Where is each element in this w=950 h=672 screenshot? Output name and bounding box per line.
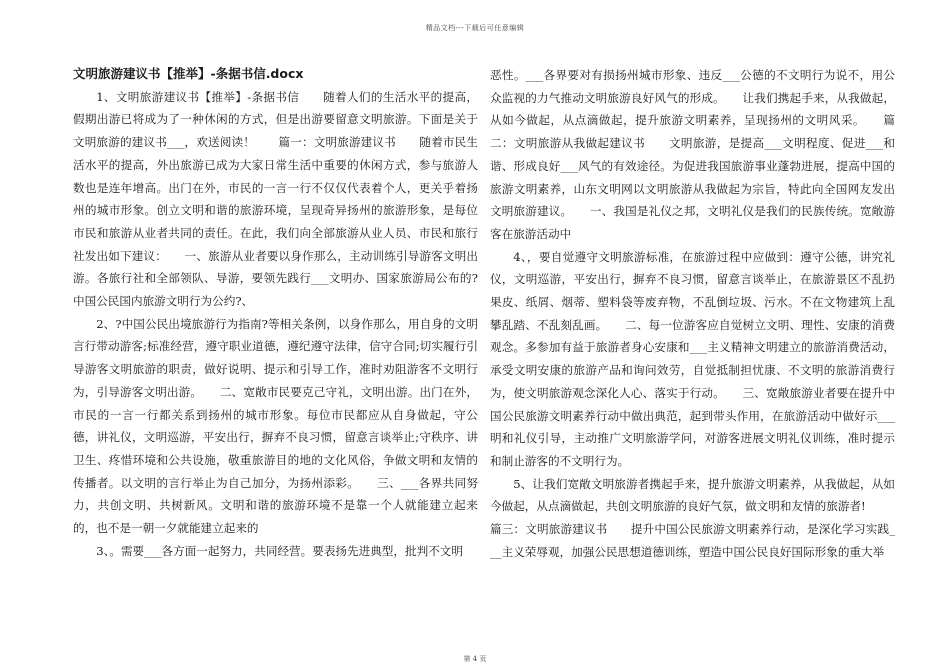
paragraph-5: 5、让我们宽敞文明旅游者携起手来，提升旅游文明素养，从我做起，从如今做起，从点滴做起，共创文明旅游的良好气氛，做文明和友情的旅游者! bbox=[490, 476, 895, 514]
right-text-column bbox=[490, 64, 895, 563]
paragraph-1: 1、文明旅游建议书【推举】-条据书信 随着人们的生活水平的提高，假期出游已将成为了一种休闲的方式，但是出游要留意文明旅游。下面是关于文明旅游的建议书___，欢送阅读！ 篇一：文明旅游建议书 随着市民生活水平的提高，外出旅游已成为大家日常生活中重要的休闲方式，参与旅游人数也是连年增高。出门在外，市民的一言一行不仅仅代表着个人，更关乎着扬州的城市形象。创立文明和谐的旅游环境，呈现奇异扬州的旅游形象，是每位市民和旅游从业者共同的责任。在此，我们向全部旅游从业人员、市民和旅行社发出如下建议： 一、旅游从业者要以身作那么，主动训练引导游客文明出游。各旅行社和全部领队、导游，要领先践行___文明办、国家旅游局公布的?中国公民国内旅游文明行为公约?、 bbox=[73, 89, 478, 309]
left-text-column bbox=[73, 63, 478, 562]
paragraph-3: 3、。需要___各方面一起努力，共同经营。要表扬先进典型，批判不文明 bbox=[96, 543, 463, 558]
page-number: 第 4 页 bbox=[463, 655, 487, 663]
paragraph-3-continued: 恶性。___各界要对有损扬州城市形象、违反___公德的不文明行为说不，用公众监视的力气推动文明旅游良好风气的形成。 让我们携起手来，从我做起，从如今做起，从点滴做起，提升旅游文明素养，呈现扬州的文明风采。 篇二：文明旅游从我做起建议书 文明旅游，是提高___文明程度、促进___和谐、形成良好___风气的有效途径。为促进我国旅游事业蓬勃进展，提高中国的旅游文明素养，山东文明网以文明旅游从我做起为宗旨，特此向全国网友发出文明旅游建议。 一、我国是礼仪之邦，文明礼仪是我们的民族传统。宽敞游客在旅游活动中 bbox=[490, 68, 895, 241]
paragraph-2: 2、?中国公民出境旅游行为指南?等相关条例，以身作那么，用自身的文明言行带动游客;标准经营，遵守职业道德，遵纪遵守法律，信守合同;切实履行引导游客文明旅游的职责，做好说明、提示和引导工作，准时劝阻游客不文明行为，引导游客文明出游。 二、宽敞市民要克己守礼，文明出游。出门在外，市民的一言一行都关系到扬州的城市形象。每位市民都应从自身做起，守公德，讲礼仪，文明巡游，平安出行，摒弃不良习惯，留意言谈举止;守秩序、讲卫生、疼惜环境和公共设施，敬重旅游目的地的文化风俗，争做文明和友情的传播者。以文明的言行举止为自己加分，为扬州添彩。 三、___各界共同努力，共创文明、共树新风。文明和谐的旅游环境不是靠一个人就能建立起来的，也不是一朝一夕就能建立起来的 bbox=[73, 316, 478, 536]
paragraph-4: 4、，要自觉遵守文明旅游标准，在旅游过程中应做到：遵守公德，讲究礼仪，文明巡游，平安出行，摒弃不良习惯，留意言谈举止，在旅游景区不乱扔果皮、纸屑、烟蒂、塑料袋等废弃物，不乱倒垃圾、污水。不在文物建筑上乱攀乱踏、不乱刻乱画。 二、每一位游客应自觉树立文明、理性、安康的消费观念。多参加有益于旅游者身心安康和___主义精神文明建立的旅游消费活动，承受文明安康的旅游产品和询问效劳，自觉抵制担忧康、不文明的旅游消费行为，使文明旅游观念深化人心、落实于行动。 三、宽敞旅游业者要在提升中国公民旅游文明素养行动中做出典范，起到带头作用，在旅游活动中做好示___明和礼仪引导，主动推广文明旅游学问，对游客进展文明礼仪训练，准时提示和制止游客的不文明行为。 bbox=[490, 249, 895, 468]
document-title: 文明旅游建议书【推举】-条据书信.docx bbox=[73, 66, 304, 81]
page-header-note: 精品文档---下载后可任意编辑 bbox=[425, 24, 525, 32]
paragraph-section-3: 篇三：文明旅游建议书 提升中国公民旅游文明素养行动，是深化学习实践___主义荣辱观，加强公民思想道德训练，塑造中国公民良好国际形象的重大举 bbox=[490, 522, 895, 559]
